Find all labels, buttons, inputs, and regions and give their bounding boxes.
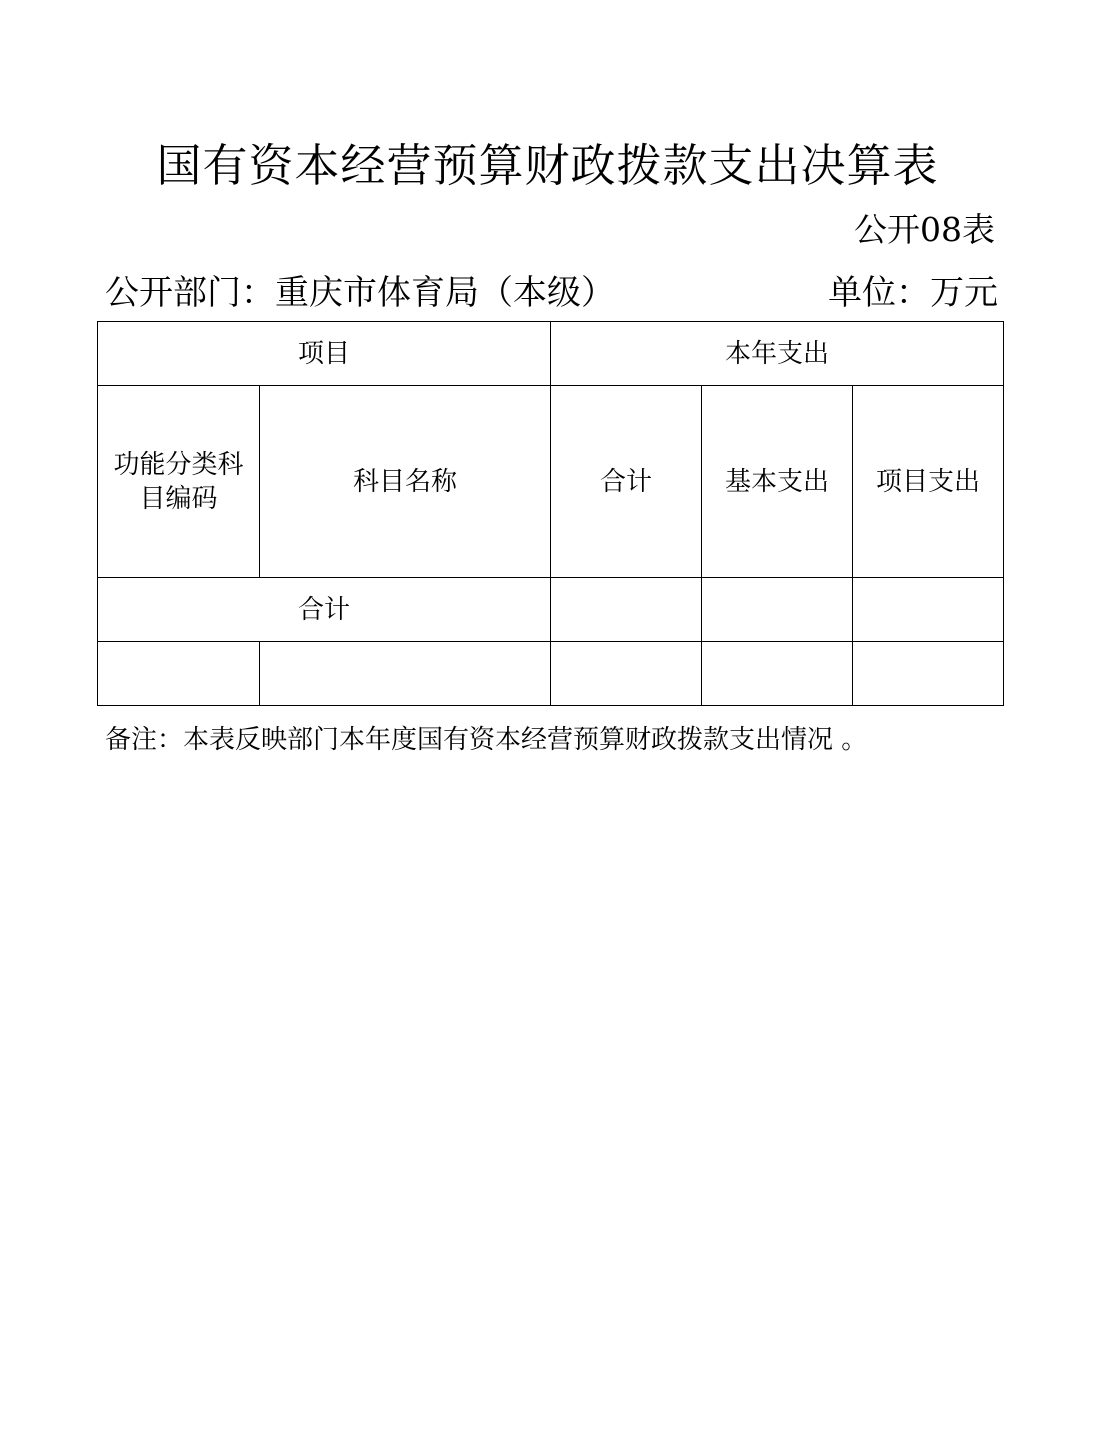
header-subject-name: 科目名称: [260, 386, 551, 578]
header-total: 合计: [551, 386, 702, 578]
total-row-basic: [702, 578, 853, 642]
row-basic: [702, 642, 853, 706]
table-header-row-1: [98, 322, 1004, 386]
total-row-project: [853, 578, 1004, 642]
row-total: [551, 642, 702, 706]
expense-table: [97, 321, 1004, 706]
meta-row: [105, 270, 998, 316]
unit-label: 单位：万元: [828, 273, 998, 313]
footnote: 备注：本表反映部门本年度国有资本经营预算财政拨款支出情况 。: [105, 725, 868, 755]
row-code: [98, 642, 260, 706]
table-row: [98, 642, 1004, 706]
page-title: 国有资本经营预算财政拨款支出决算表: [156, 139, 939, 192]
total-row-total: [551, 578, 702, 642]
row-name: [260, 642, 551, 706]
table-number: 公开08表: [854, 210, 995, 249]
header-function-code: 功能分类科目编码: [98, 386, 260, 578]
table-header-row-2: [98, 386, 1004, 578]
header-basic-expense: 基本支出: [702, 386, 853, 578]
header-project-expense: 项目支出: [853, 386, 1004, 578]
table-total-row: [98, 578, 1004, 642]
header-current-year-expense: 本年支出: [551, 322, 1004, 386]
header-project: 项目: [98, 322, 551, 386]
total-row-label: 合计: [98, 578, 551, 642]
row-project: [853, 642, 1004, 706]
department-label: 公开部门：重庆市体育局（本级）: [105, 273, 615, 313]
